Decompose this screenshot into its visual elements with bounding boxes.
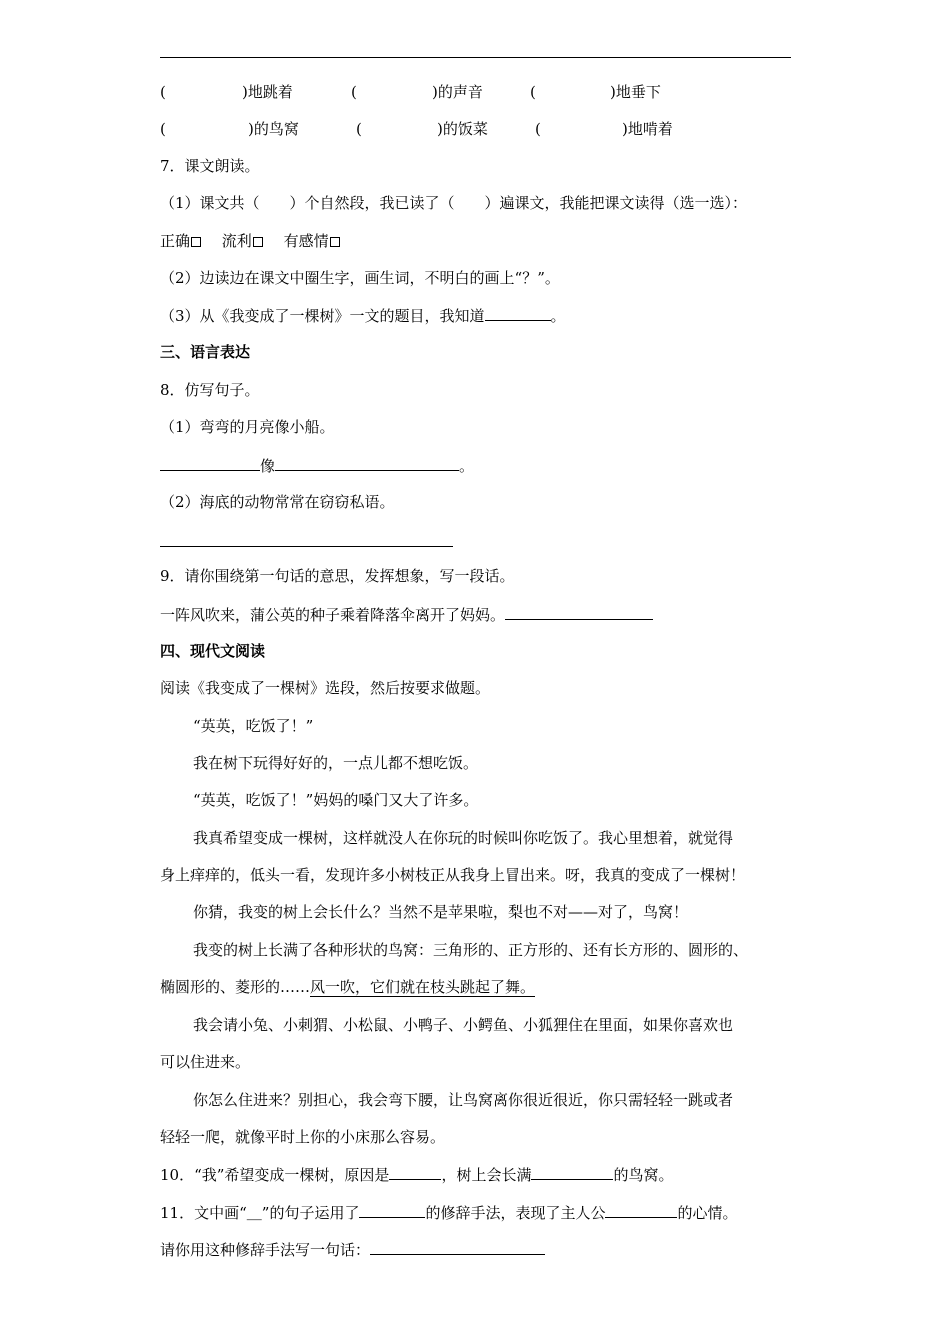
question-8-sentence2: （2）海底的动物常常在窃窃私语。 (160, 493, 395, 511)
answer-blank[interactable] (160, 455, 260, 471)
phrase-blank: ( (351, 83, 357, 101)
question-9-prompt: 一阵风吹来，蒲公英的种子乘着降落伞离开了妈妈。 (160, 604, 653, 625)
phrase-item: )地跳着 (242, 83, 293, 101)
passage-paragraph: 我在树下玩得好好的，一点儿都不想吃饭。 (193, 754, 479, 772)
answer-line[interactable] (160, 546, 453, 547)
question-9-title: 9．请你围绕第一句话的意思，发挥想象，写一段话。 (160, 567, 515, 585)
checkbox[interactable] (330, 237, 340, 247)
passage-paragraph: 我真希望变成一棵树，这样就没人在你玩的时候叫你吃饭了。我心里想着，就觉得 (193, 829, 734, 847)
passage-paragraph: 可以住进来。 (160, 1053, 251, 1071)
phrase-item: )地啃着 (622, 120, 673, 138)
passage-paragraph: 你怎么住进来？别担心，我会弯下腰，让鸟窝离你很近很近，你只需轻轻一跳或者 (193, 1091, 734, 1109)
phrase-blank: ( (530, 83, 536, 101)
answer-blank[interactable] (485, 305, 551, 321)
phrase-blank: ( (535, 120, 541, 138)
question-7-options (160, 231, 342, 251)
answer-blank[interactable] (531, 1164, 613, 1180)
passage-paragraph: 轻轻一爬，就像平时上你的小床那么容易。 (160, 1128, 446, 1146)
question-11-line2: 请你用这种修辞手法写一句话： (160, 1239, 545, 1260)
header-rule (160, 57, 791, 58)
question-11: 11．文中画“＿”的句子运用了 的修辞手法，表现了主人公 的心情。 (160, 1204, 738, 1222)
passage-paragraph: 我会请小兔、小刺猬、小松鼠、小鸭子、小鳄鱼、小狐狸住在里面，如果你喜欢也 (193, 1016, 734, 1034)
phrase-item: )的鸟窝 (248, 120, 299, 138)
answer-blank[interactable] (605, 1202, 677, 1218)
underlined-sentence: 风一吹，它们就在枝头跳起了舞。 (310, 978, 536, 996)
section-heading: 三、语言表达 (160, 343, 251, 361)
question-7-part1: （1）课文共（ ）个自然段，我已读了（ ）遍课文，我能把课文读得（选一选）： (160, 194, 748, 212)
answer-blank[interactable] (370, 1239, 545, 1255)
phrase-item: )的声音 (432, 83, 483, 101)
option-label: 正确 (160, 232, 191, 250)
passage-paragraph: 身上痒痒的，低头一看，发现许多小树枝正从我身上冒出来。呀，我真的变成了一棵树！ (160, 866, 746, 884)
question-7-part2: （2）边读边在课文中圈生字，画生词，不明白的画上“？”。 (160, 269, 560, 287)
passage-paragraph: “英英，吃饭了！”妈妈的嗓门又大了许多。 (193, 791, 479, 809)
option-label: 流利 (221, 232, 252, 250)
section-heading: 四、现代文阅读 (160, 642, 266, 660)
passage-paragraph: 我变的树上长满了各种形状的鸟窝：三角形的、正方形的、还有长方形的、圆形的、 (193, 941, 749, 959)
phrase-blank: ( (160, 83, 166, 101)
question-7-title: 7．课文朗读。 (160, 157, 260, 175)
phrase-blank: ( (356, 120, 362, 138)
passage-paragraph: “英英，吃饭了！” (193, 717, 314, 735)
question-8-sentence1: （1）弯弯的月亮像小船。 (160, 418, 335, 436)
answer-blank[interactable] (389, 1164, 441, 1180)
checkbox[interactable] (191, 237, 201, 247)
phrase-item: )的饭菜 (437, 120, 488, 138)
question-8-answer1: 像 。 (160, 455, 474, 476)
passage-paragraph: 椭圆形的、菱形的……风一吹，它们就在枝头跳起了舞。 (160, 978, 536, 996)
underline-mark: ＿ (246, 1204, 262, 1222)
question-10: 10．“我”希望变成一棵树，原因是 ，树上会长满 的鸟窝。 (160, 1166, 674, 1184)
phrase-item: )地垂下 (610, 83, 661, 101)
option-label: 有感情 (283, 232, 329, 250)
reading-intro: 阅读《我变成了一棵树》选段，然后按要求做题。 (160, 679, 491, 697)
answer-blank[interactable] (359, 1202, 425, 1218)
passage-paragraph: 你猜，我变的树上会长什么？当然不是苹果啦，梨也不对——对了，鸟窝！ (193, 903, 689, 921)
answer-blank[interactable] (275, 455, 459, 471)
checkbox[interactable] (253, 237, 263, 247)
answer-blank[interactable] (505, 604, 653, 620)
question-7-part3: （3）从《我变成了一棵树》一文的题目，我知道 。 (160, 307, 566, 325)
question-8-title: 8．仿写句子。 (160, 381, 260, 399)
phrase-blank: ( (160, 120, 166, 138)
